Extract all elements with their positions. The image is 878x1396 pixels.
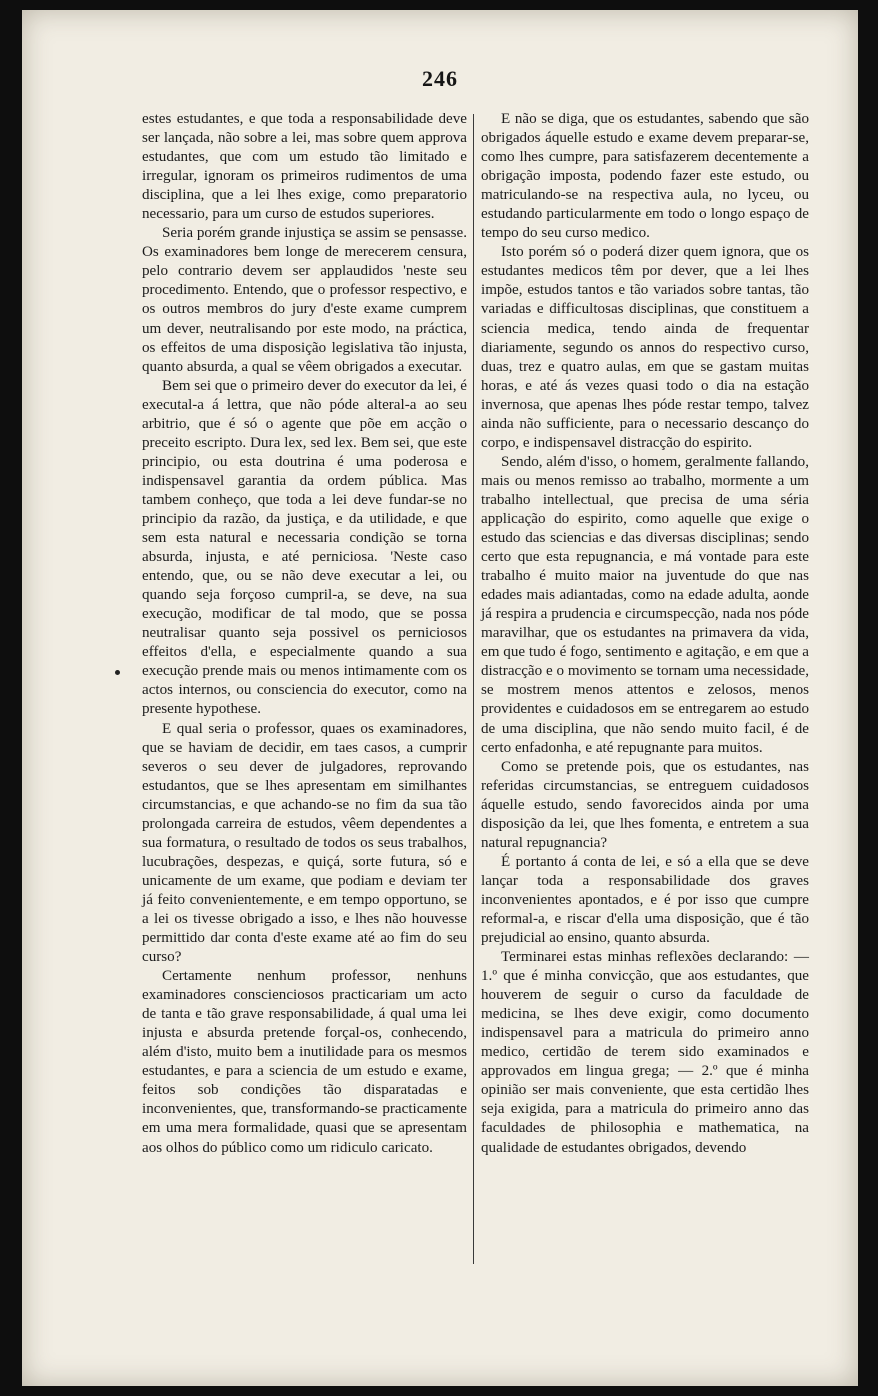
paragraph: E qual seria o professor, quaes os examinadores, que se haviam de decidir, em taes casos, a cumprir severos o seu dever de julgadores, reprovando estudantos, que se lhes apresentam em similhantes circumstancias, e que achando-se no fim da sua tão prolongada carreira de estudos, vêem dependentes a sua formatura, o resultado de todos os seus trabalhos, lucubrações, despezas, e quiçá, sorte futura, só e unicamente de um exame, que podiam e deviam ter já feito convenientemente, e em tempo opportuno, se a lei os tivesse obrigado a isso, e lhes não houvesse permittido dar conta d'este exame até ao fim do seu curso? (142, 720, 467, 966)
column-divider (473, 114, 474, 1264)
paragraph: Sendo, além d'isso, o homem, geralmente fallando, mais ou menos remisso ao trabalho, mormente a um trabalho intellectual, que precisa de uma séria applicação do espirito, como aquelle que exige o estudo das sciencias e das diversas disciplinas; sendo certo que esta repugnancia, e má vontade para este trabalho é muito maior na juventude do que nas edades mais adiantadas, como na edade adulta, aonde já respira a prudencia e circumspecção, nada nos póde maravilhar, que os estudantes na primavera da vida, em que tudo é fogo, sentimento e agitação, e em que a distracção e o movimento se tornam uma necessidade, se mostrem menos attentos e zelosos, menos providentes e cuidadosos em se entregarem ao estudo de uma disciplina, que não sendo muito facil, é de certo enfadonha, e até repugnante para muitos. (481, 453, 809, 756)
paragraph: Isto porém só o poderá dizer quem ignora, que os estudantes medicos têm por dever, que a lei lhes impõe, estudos tantos e tão variados sobre tantas, tão variadas e difficultosas disciplinas, que constituem a sciencia medica, tendo ainda de frequentar diariamente, segundo os annos do respectivo curso, duas, trez e quatro aulas, em que se gastam muitas horas, e até ás vezes quasi todo o dia na estação invernosa, que apenas lhes póde restar tempo, talvez ainda não sufficiente, para o necessario descanço do corpo, e indispensavel distracção do espirito. (481, 244, 809, 451)
paragraph: Bem sei que o primeiro dever do executor da lei, é executal-a á lettra, que não póde alteral-a ao seu arbitrio, que é só o agente que põe em acção o preceito escripto. Dura lex, sed lex. Bem sei, que este principio, ou esta doutrina é uma poderosa e indispensavel garantia da ordem pública. Mas tambem conheço, que toda a lei deve fundar-se no principio da razão, da justiça, e da utilidade, e que sem esta natural e necessaria condição se torna absurda, injusta, e até perniciosa. 'Neste caso entendo, que, ou se não deve executar a lei, ou quando seja forçoso cumpril-a, se deve, na sua execução, modificar de tal modo, que se possa neutralisar quanto seja possivel os perniciosos effeitos d'ella, e especialmente quando a sua execução prende mais ou menos intimamente com os actos internos, ou consciencia do executor, como na presente hypothese. (142, 377, 467, 718)
paragraph: estes estudantes, e que toda a responsabilidade deve ser lançada, não sobre a lei, mas sobre quem approva estudantes, que com um estudo tão limitado e irregular, ignoram os primeiros rudimentos de uma disciplina, que a lei lhes exige, como preparatorio necessario, para um curso de estudos superiores. (142, 111, 467, 223)
left-column (142, 110, 467, 1158)
page-number: 246 (422, 66, 458, 91)
paragraph: Terminarei estas minhas reflexões declarando: — 1.º que é minha convicção, que aos estudantes, que houverem de seguir o curso da faculdade de medicina, se lhes deve exigir, como documento indispensavel para a matricula do primeiro anno medico, certidão de terem sido examinados e approvados em lingua grega; — 2.º que é minha opinião ser mais conveniente, que esta certidão lhes seja exigida, para a matricula do primeiro anno das faculdades de philosophia e mathematica, na qualidade de estudantes obrigados, devendo (481, 949, 809, 1156)
paragraph: Como se pretende pois, que os estudantes, nas referidas circumstancias, se entreguem cuidadosos áquelle estudo, sendo favorecidos ainda por uma disposição da lei, que lhes fomenta, e entretem a sua natural repugnancia? (481, 758, 809, 851)
margin-mark (115, 670, 120, 675)
paragraph: É portanto á conta de lei, e só a ella que se deve lançar toda a responsabilidade dos graves inconvenientes apontados, e é por isso que cumpre reformal-a, e riscar d'ella uma disposição, que é tão prejudicial ao ensino, quanto absurda. (481, 853, 809, 947)
paragraph: Certamente nenhum professor, nenhuns examinadores conscienciosos practicariam um acto de tanta e tão grave responsabilidade, á qual uma lei injusta e absurda pretende forçal-os, conhecendo, além d'isto, muito bem a inutilidade para os mesmos estudantes, e para a sciencia de um estudo e exame, feitos sob condições tão disparatadas e inconvenientes, que, transformando-se practicamente em uma mera formalidade, quasi que se apresentam aos olhos do público como um ridiculo caricato. (142, 968, 467, 1156)
right-column (481, 110, 809, 1158)
paragraph: Seria porém grande injustiça se assim se pensasse. Os examinadores bem longe de merecerem censura, pelo contrario devem ser applaudidos 'neste seu procedimento. Entendo, que o professor respectivo, e os outros membros do jury d'este exame cumprem um dever, neutralisando por este modo, na práctica, os effeitos de uma disposição legislativa tão injusta, quanto absurda, a qual se vêem obrigados a executar. (142, 225, 467, 375)
page-sheet (22, 10, 858, 1386)
paragraph: E não se diga, que os estudantes, sabendo que são obrigados áquelle estudo e exame devem preparar-se, como lhes cumpre, para satisfazerem decentemente a obrigação imposta, podendo fazer este estudo, ou matriculando-se na respectiva aula, no lyceu, ou estudando particularmente em todo o longo espaço de tempo do seu curso medico. (481, 111, 809, 242)
